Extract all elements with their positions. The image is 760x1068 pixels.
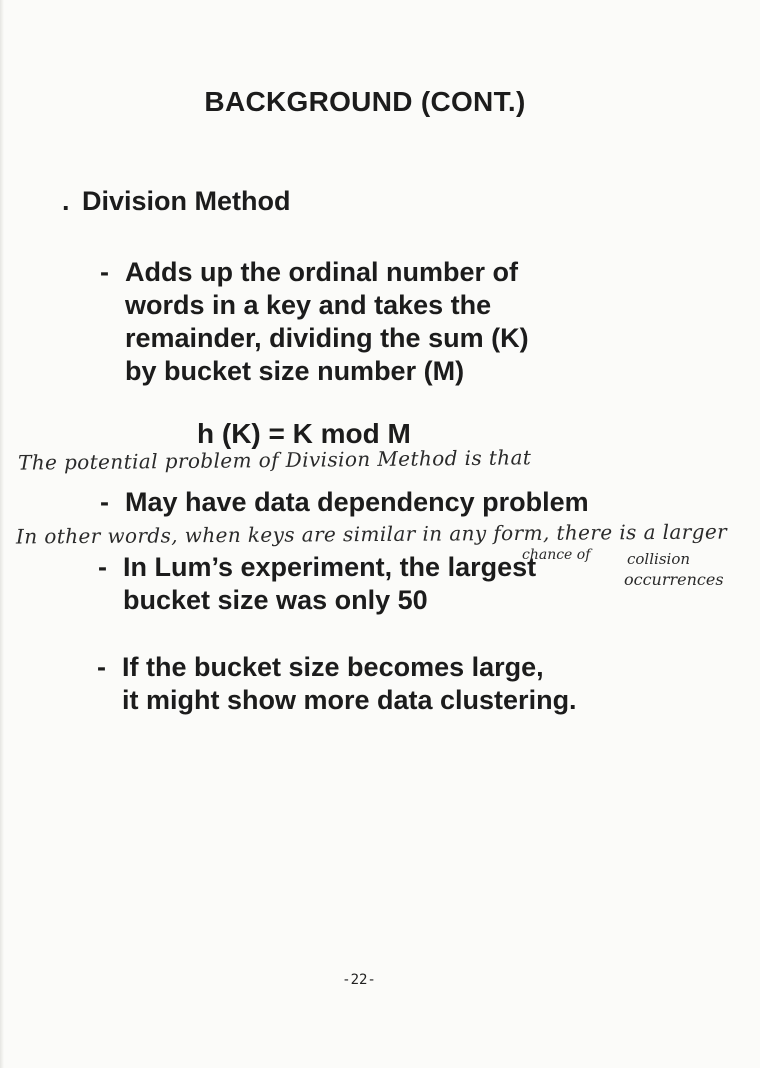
bullet-line: In Lum’s experiment, the largest <box>123 552 537 582</box>
bullet-line: words in a key and takes the <box>125 290 492 320</box>
bullet-item-clustering <box>97 651 577 717</box>
handwritten-note-other-words: In other words, when keys are similar in any form, there is a larger <box>15 519 728 549</box>
handwritten-note-occurrences: occurrences <box>624 570 724 589</box>
bullet-item-data-dependency <box>100 486 589 519</box>
bullet-line: bucket size was only 50 <box>123 585 428 615</box>
bullet-dash: - <box>100 257 109 287</box>
section-bullet: . <box>62 186 70 216</box>
bullet-dash: - <box>98 552 107 582</box>
bullet-item-lum-experiment <box>98 551 537 617</box>
page-title: BACKGROUND (CONT.) <box>204 86 526 117</box>
bullet-line: May have data dependency problem <box>125 487 589 517</box>
bullet-line: it might show more data clustering. <box>122 685 577 715</box>
handwritten-note-collision: collision <box>627 550 691 568</box>
bullet-line: remainder, dividing the sum (K) <box>125 323 529 353</box>
handwritten-note-potential-problem: The potential problem of Division Method is that <box>17 445 532 475</box>
bullet-dash: - <box>100 487 109 517</box>
bullet-line: Adds up the ordinal number of <box>125 257 518 287</box>
handwritten-note-chance-of: chance of <box>522 547 591 563</box>
scan-edge-shadow <box>0 0 4 1068</box>
hash-formula: h (K) = K mod M <box>197 418 411 449</box>
bullet-dash: - <box>97 652 106 682</box>
section-heading-text: Division Method <box>82 186 291 216</box>
bullet-line: If the bucket size becomes large, <box>122 652 544 682</box>
page-number: -22- <box>342 972 376 988</box>
bullet-item-ordinal-sum <box>100 256 529 388</box>
bullet-line: by bucket size number (M) <box>125 356 465 386</box>
section-heading <box>62 186 291 217</box>
